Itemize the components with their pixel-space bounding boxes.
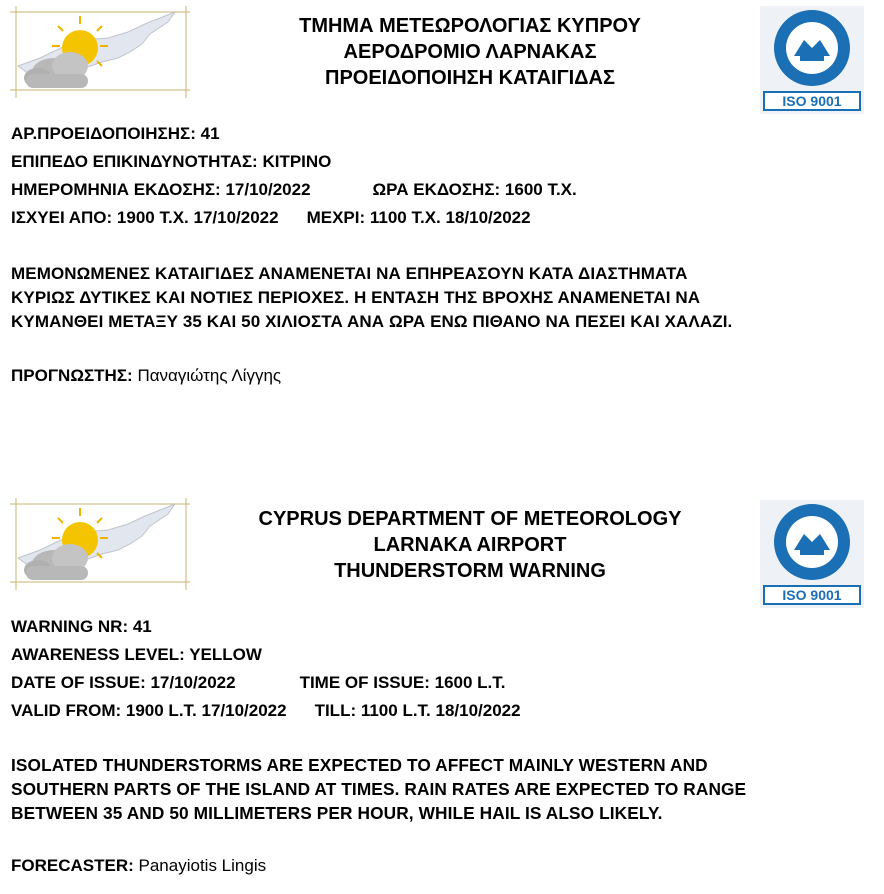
- valid-from: ΙΣΧΥΕΙ ΑΠΟ: 1900 Τ.Χ. 17/10/2022: [11, 208, 279, 227]
- iso-badge-text: ISO 9001: [782, 93, 842, 109]
- forecaster-name: Παναγιώτης Λίγγης: [137, 366, 282, 385]
- valid-from: VALID FROM: 1900 L.T. 17/10/2022: [11, 701, 287, 720]
- time-of-issue: TIME OF ISSUE: 1600 L.T.: [299, 673, 506, 692]
- issue-date-row: [11, 673, 506, 693]
- warning-text-line: BETWEEN 35 AND 50 MILLIMETERS PER HOUR, WHILE HAIL IS ALSO LIKELY.: [11, 803, 663, 823]
- title-line-3: ΠΡΟΕΙΔΟΠΟΙΗΣΗ ΚΑΤΑΙΓΙΔΑΣ: [325, 67, 615, 89]
- date-of-issue: ΗΜΕΡΟΜΗΝΙΑ ΕΚΔΟΣΗΣ: 17/10/2022: [11, 180, 311, 199]
- warning-text-line: ISOLATED THUNDERSTORMS ARE EXPECTED TO AFFECT MAINLY WESTERN AND: [11, 755, 708, 775]
- awareness-level: AWARENESS LEVEL: YELLOW: [11, 645, 262, 664]
- warning-text-line: ΜΕΜΟΝΩΜΕΝΕΣ ΚΑΤΑΙΓΙΔΕΣ ΑΝΑΜΕΝΕΤΑΙ ΝΑ ΕΠΗΡΕΑΣΟΥΝ ΚΑΤΑ ΔΙΑΣΤΗΜΑΤΑ: [11, 264, 688, 283]
- title-line-2: ΑΕΡΟΔΡΟΜΙΟ ΛΑΡΝΑΚΑΣ: [343, 41, 597, 63]
- warning-text-line: SOUTHERN PARTS OF THE ISLAND AT TIMES. RAIN RATES ARE EXPECTED TO RANGE: [11, 779, 747, 799]
- title-line-1: ΤΜΗΜΑ ΜΕΤΕΩΡΟΛΟΓΙΑΣ ΚΥΠΡΟΥ: [299, 15, 641, 37]
- awareness-level: ΕΠΙΠΕΔΟ ΕΠΙΚΙΝΔΥΝΟΤΗΤΑΣ: ΚΙΤΡΙΝΟ: [11, 152, 332, 171]
- date-of-issue: DATE OF ISSUE: 17/10/2022: [11, 673, 236, 692]
- forecaster-label: ΠΡΟΓΝΩΣΤΗΣ:: [11, 366, 133, 385]
- valid-till: ΜΕΧΡΙ: 1100 Τ.Χ. 18/10/2022: [306, 208, 531, 227]
- iso-badge-text: ISO 9001: [782, 587, 842, 603]
- title-line-3: THUNDERSTORM WARNING: [334, 560, 606, 582]
- warning-number: WARNING NR: 41: [11, 617, 152, 636]
- title-line-2: LARNAKA AIRPORT: [373, 534, 567, 556]
- forecaster: [11, 856, 266, 876]
- forecaster-name: Panayiotis Lingis: [138, 856, 267, 875]
- title-line-1: CYPRUS DEPARTMENT OF METEOROLOGY: [258, 508, 682, 530]
- warning-text: [11, 753, 873, 825]
- iso-certification-seal-icon: [760, 500, 864, 608]
- validity-row: [11, 701, 521, 721]
- page-title: [196, 506, 744, 584]
- forecaster-label: FORECASTER:: [11, 856, 134, 875]
- warning-text-line: ΚΥΡΙΩΣ ΔΥΤΙΚΕΣ ΚΑΙ ΝΟΤΙΕΣ ΠΕΡΙΟΧΕΣ. Η ΕΝΤΑΣΗ ΤΗΣ ΒΡΟΧΗΣ ΑΝΑΜΕΝΕΤΑΙ ΝΑ: [11, 288, 701, 307]
- warning-text-line: ΚΥΜΑΝΘΕΙ ΜΕΤΑΞΥ 35 ΚΑΙ 50 ΧΙΛΙΟΣΤΑ ΑΝΑ ΩΡΑ ΕΝΩ ΠΙΘΑΝΟ ΝΑ ΠΕΣΕΙ ΚΑΙ ΧΑΛΑΖΙ.: [11, 312, 733, 331]
- valid-till: TILL: 1100 L.T. 18/10/2022: [314, 701, 521, 720]
- cyprus-weather-logo-icon: [10, 498, 190, 590]
- time-of-issue: ΩΡΑ ΕΚΔΟΣΗΣ: 1600 Τ.Χ.: [372, 180, 577, 199]
- warning-number: ΑΡ.ΠΡΟΕΙΔΟΠΟΙΗΣΗΣ: 41: [11, 124, 220, 143]
